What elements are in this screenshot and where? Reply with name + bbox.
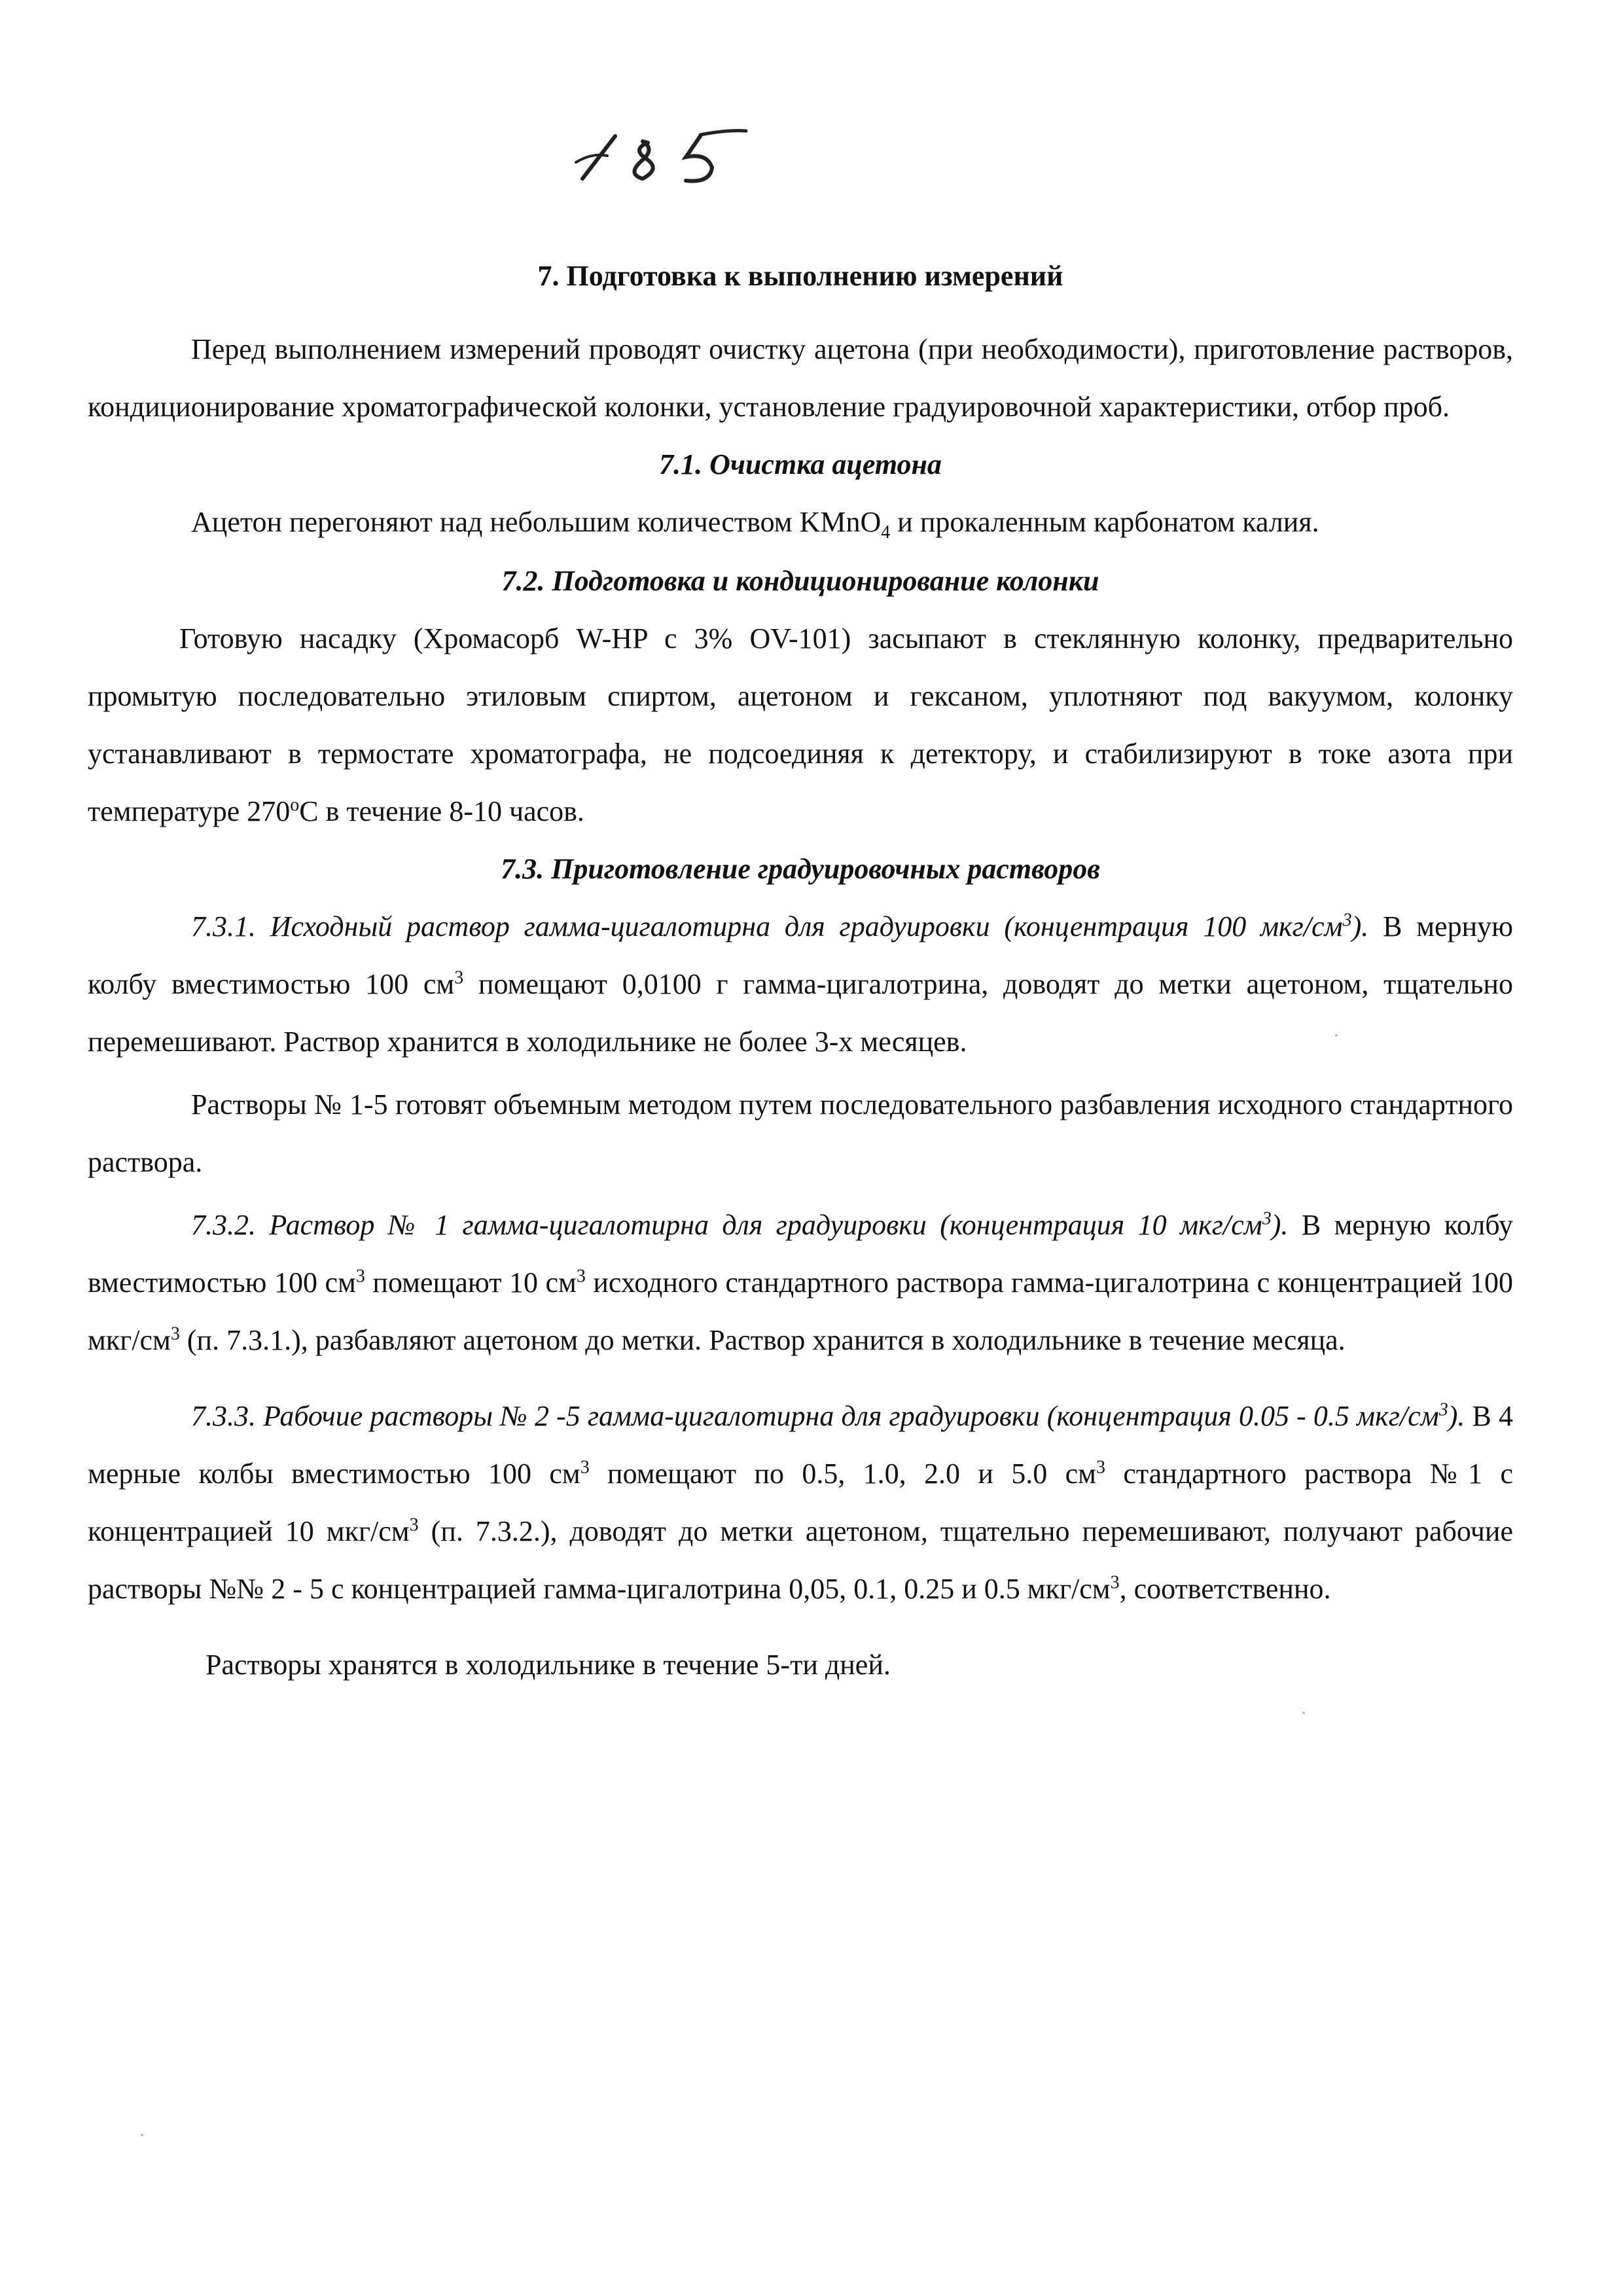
handwritten-page-number: [569, 117, 759, 195]
paragraph-7-3-3: 7.3.3. Рабочие растворы № 2 -5 гамма-цигалотирна для градуировки (концентрация 0.05 - 0.5 мкг/$см^3$). В 4 мерные колбы вместимостью 100 $см^3$ помещают по 0.5, 1.0, 2.0 и 5.0 $см^3$ стандартного раствора №1 с концентрацией 10 мкг/$см^3$ (п. 7.3.2.), доводят до метки ацетоном, тщательно перемешивают, получают рабочие растворы №№ 2 - 5 с концентрацией гамма-цигалотрина 0,05, 0.1, 0.25 и 0.5 мкг/$см^3$, соответственно.: [88, 1399, 1513, 1605]
scan-speck: [1302, 1712, 1305, 1714]
intro-paragraph: Перед выполнением измерений проводят очистку ацетона (при необходимости), приготовление растворов, кондиционирование хроматографической колонки, установление градуировочной характеристики, отбор проб.: [88, 333, 1513, 423]
paragraph-7-1: Ацетон перегоняют над небольшим количеством KMnO$_4$ и прокаленным карбонатом калия.: [191, 506, 1319, 543]
paragraph-solutions-1-5: Растворы № 1-5 готовят объемным методом путем последовательного разбавления исходного стандартного раствора.: [88, 1088, 1513, 1178]
scan-speck: [141, 2134, 143, 2136]
paragraph-storage-5-days: Растворы хранятся в холодильнике в течение 5-ти дней.: [205, 1649, 891, 1681]
paragraph-7-3-2: 7.3.2. Раствор № 1 гамма-цигалотирна для градуировки (концентрация 10 мкг/$см^3$). В мерную колбу вместимостью 100 $см^3$ помещают 10 $см^3$ исходного стандартного раствора гамма-цигалотрина с концентрацией 100 мкг/$см^3$ (п. 7.3.1.), разбавляют ацетоном до метки. Раствор хранится в холодильнике в течение месяца.: [88, 1208, 1514, 1356]
section-heading: 7. Подготовка к выполнению измерений: [537, 260, 1063, 292]
document-body: [88, 262, 1513, 1694]
subsection-title-7-3: 7.3. Приготовление градуировочных растворов: [501, 853, 1100, 885]
subsection-title-7-1: 7.1. Очистка ацетона: [659, 448, 942, 480]
paragraph-7-2: Готовую насадку (Хромасорб W-HP с 3% OV-101) засыпают в стеклянную колонку, предварительно промытую последовательно этиловым спиртом, ацетоном и гексаном, уплотняют под вакуумом, колонку устанавливают в термостате хроматографа, не подсоединяя к детектору, и стабилизируют в токе азота при температуре $270^оС$ в течение 8-10 часов.: [88, 622, 1513, 827]
paragraph-7-3-1: 7.3.1. Исходный раствор гамма-цигалотирна для градуировки (концентрация 100 мкг/$см^3$). В мерную колбу вместимостью 100 $см^3$ помещают 0,0100 г гамма-цигалотрина, доводят до метки ацетоном, тщательно перемешивают. Раствор хранится в холодильнике не более 3-х месяцев.: [88, 910, 1513, 1058]
subsection-title-7-2: 7.2. Подготовка и кондиционирование колонки: [501, 565, 1099, 597]
scan-speck: [1335, 1034, 1338, 1037]
